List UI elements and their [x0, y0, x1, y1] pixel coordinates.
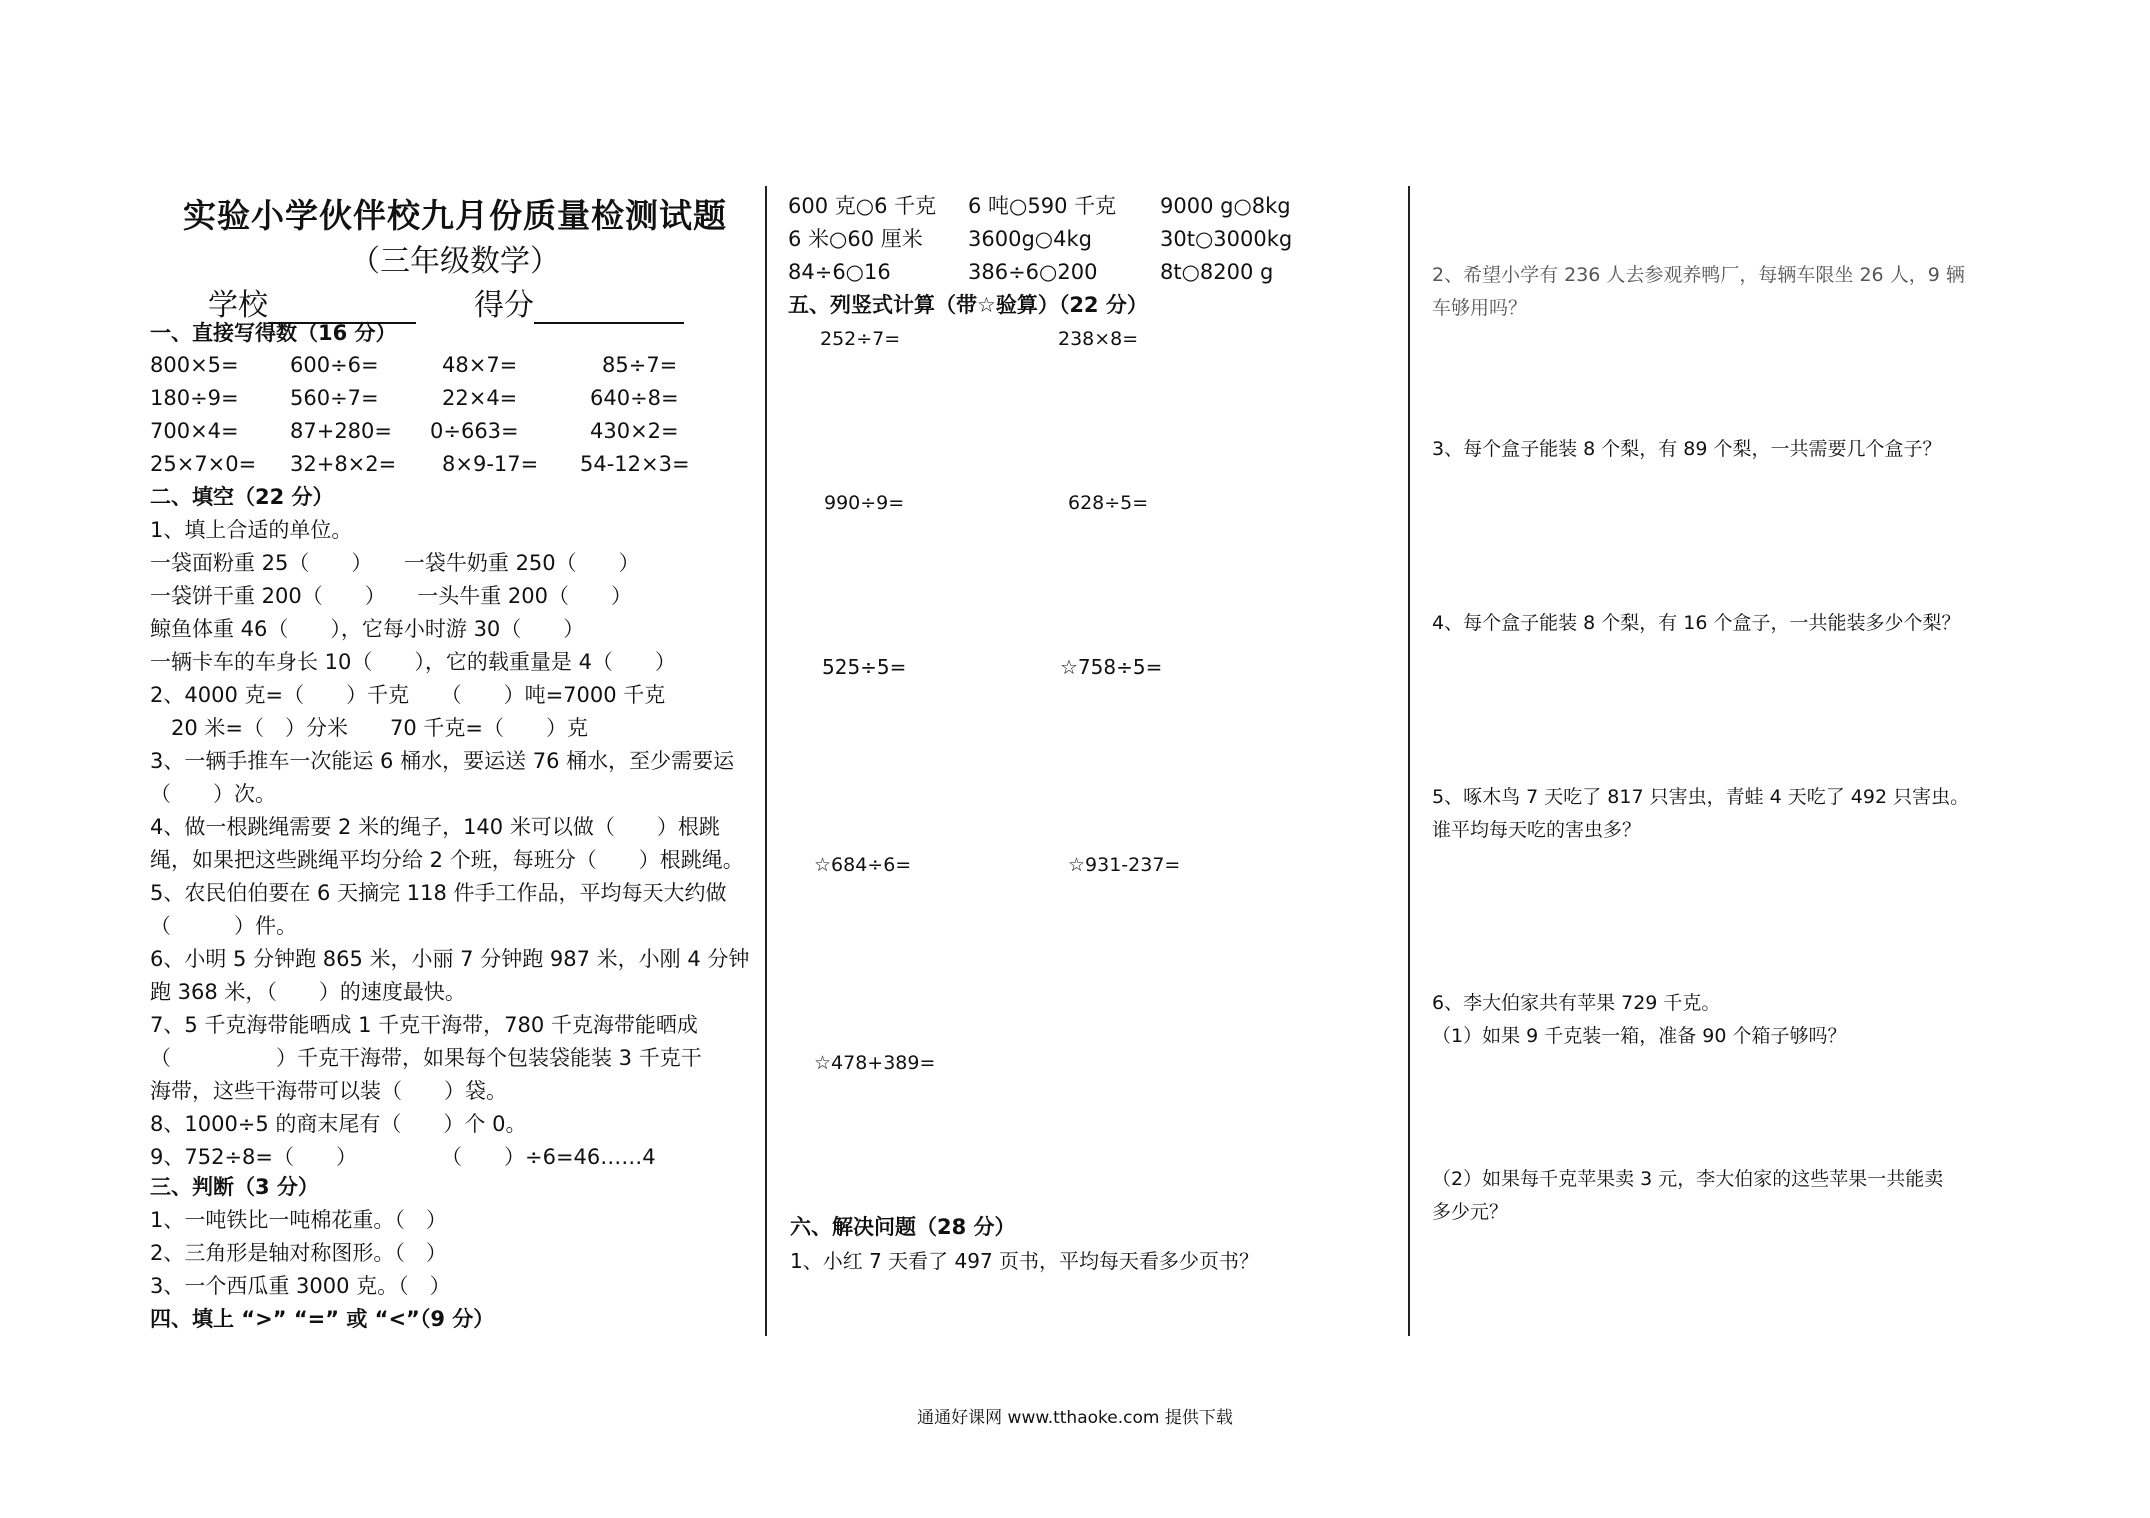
problem-6-1: （1）如果 9 千克装一箱，准备 90 个箱子够吗？	[1432, 1025, 1847, 1047]
fill-blank-line: 1、填上合适的单位。	[150, 518, 353, 542]
school-label: 学校	[208, 288, 268, 323]
exam-subtitle: （三年级数学）	[350, 244, 560, 279]
calc-item: 700×4=	[150, 419, 239, 443]
vertical-calc-item: 990÷9=	[824, 492, 905, 514]
section6-heading: 六、解决问题（28 分）	[790, 1215, 1016, 1239]
column-divider-left	[765, 186, 767, 1336]
vertical-calc-item: ☆931-237=	[1068, 854, 1181, 876]
compare-item: 6 米○60 厘米	[788, 227, 923, 251]
calc-item: 640÷8=	[590, 386, 679, 410]
calc-item: 800×5=	[150, 353, 239, 377]
compare-item: 9000 g○8kg	[1160, 194, 1291, 218]
fill-blank-line: 7、5 千克海带能晒成 1 千克干海带，780 千克海带能晒成	[150, 1013, 698, 1037]
fill-blank-line: 9、752÷8=（ ） （ ）÷6=46……4	[150, 1145, 656, 1169]
problem-4: 4、每个盒子能装 8 个梨，有 16 个盒子，一共能装多少个梨？	[1432, 612, 1961, 634]
section3-heading: 三、判断（3 分）	[150, 1175, 319, 1199]
calc-item: 85÷7=	[602, 353, 678, 377]
compare-item: 8t○8200 g	[1160, 260, 1274, 284]
calc-item: 87+280=	[290, 419, 392, 443]
fill-blank-line: 海带，这些干海带可以装（ ）袋。	[150, 1079, 507, 1103]
score-label: 得分	[474, 288, 534, 323]
calc-item: 600÷6=	[290, 353, 379, 377]
fill-blank-line: 8、1000÷5 的商末尾有（ ）个 0。	[150, 1112, 527, 1136]
fill-blank-line: 一辆卡车的车身长 10（ ），它的载重量是 4（ ）	[150, 650, 676, 674]
section4-heading: 四、填上 “>” “=” 或 “<”（9 分）	[150, 1307, 495, 1331]
problem-6-2-cont: 多少元？	[1432, 1201, 1509, 1223]
calc-item: 54-12×3=	[580, 452, 690, 476]
judge-item: 1、一吨铁比一吨棉花重。（ ）	[150, 1208, 447, 1232]
compare-item: 30t○3000kg	[1160, 227, 1293, 251]
calc-item: 0÷663=	[430, 419, 519, 443]
fill-blank-line: （ ）件。	[150, 914, 297, 938]
problem-3: 3、每个盒子能装 8 个梨，有 89 个梨，一共需要几个盒子？	[1432, 438, 1942, 460]
calc-item: 25×7×0=	[150, 452, 257, 476]
judge-item: 3、一个西瓜重 3000 克。（ ）	[150, 1274, 451, 1298]
section5-heading: 五、列竖式计算（带☆验算）（22 分）	[788, 293, 1148, 317]
compare-item: 6 吨○590 千克	[968, 194, 1117, 218]
calc-item: 560÷7=	[290, 386, 379, 410]
fill-blank-line: 20 米=（ ）分米 70 千克=（ ）克	[150, 716, 588, 740]
fill-blank-line: （ ）千克干海带，如果每个包装袋能装 3 千克干	[150, 1046, 702, 1070]
fill-blank-line: 4、做一根跳绳需要 2 米的绳子，140 米可以做（ ）根跳	[150, 815, 720, 839]
vertical-calc-item: 628÷5=	[1068, 492, 1149, 514]
fill-blank-line: 5、农民伯伯要在 6 天摘完 118 件手工作品，平均每天大约做	[150, 881, 727, 905]
fill-blank-line: （ ）次。	[150, 782, 276, 806]
calc-item: 430×2=	[590, 419, 679, 443]
compare-item: 386÷6○200	[968, 260, 1098, 284]
fill-blank-line: 一袋面粉重 25（ ） 一袋牛奶重 250（ ）	[150, 551, 640, 575]
vertical-calc-item: ☆684÷6=	[814, 854, 912, 876]
fill-blank-line: 2、4000 克=（ ）千克 （ ）吨=7000 千克	[150, 683, 666, 707]
fill-blank-line: 跑 368 米，（ ）的速度最快。	[150, 980, 466, 1004]
compare-item: 600 克○6 千克	[788, 194, 937, 218]
fill-blank-line: 6、小明 5 分钟跑 865 米，小丽 7 分钟跑 987 米，小刚 4 分钟	[150, 947, 750, 971]
vertical-calc-item: ☆478+389=	[814, 1052, 936, 1074]
fill-blank-line: 3、一辆手推车一次能运 6 桶水，要运送 76 桶水，至少需要运	[150, 749, 735, 773]
problem-5-cont: 谁平均每天吃的害虫多？	[1432, 819, 1642, 841]
fill-blank-line: 鲸鱼体重 46（ ），它每小时游 30（ ）	[150, 617, 585, 641]
section1-heading: 一、直接写得数（16 分）	[150, 321, 397, 345]
problem-5: 5、啄木鸟 7 天吃了 817 只害虫，青蛙 4 天吃了 492 只害虫。	[1432, 786, 1970, 808]
compare-item: 84÷6○16	[788, 260, 891, 284]
footer-credit: 通通好课网 www.tthaoke.com 提供下载	[917, 1408, 1233, 1428]
calc-item: 32+8×2=	[290, 452, 397, 476]
fill-blank-line: 绳，如果把这些跳绳平均分给 2 个班，每班分（ ）根跳绳。	[150, 848, 744, 872]
problem-2: 2、希望小学有 236 人去参观养鸭厂，每辆车限坐 26 人，9 辆	[1432, 264, 1965, 286]
compare-item: 3600g○4kg	[968, 227, 1092, 251]
score-field[interactable]	[474, 280, 684, 324]
problem-6-2: （2）如果每千克苹果卖 3 元，李大伯家的这些苹果一共能卖	[1432, 1168, 1944, 1190]
problem-1: 1、小红 7 天看了 497 页书，平均每天看多少页书？	[790, 1249, 1260, 1273]
vertical-calc-item: 525÷5=	[822, 655, 907, 679]
exam-title: 实验小学伙伴校九月份质量检测试题	[183, 196, 727, 235]
problem-2-cont: 车够用吗？	[1432, 297, 1528, 319]
score-blank[interactable]	[534, 294, 684, 324]
vertical-calc-item: ☆758÷5=	[1060, 655, 1163, 679]
section2-heading: 二、填空（22 分）	[150, 485, 334, 509]
calc-item: 22×4=	[442, 386, 518, 410]
fill-blank-line: 一袋饼干重 200（ ） 一头牛重 200（ ）	[150, 584, 633, 608]
judge-item: 2、三角形是轴对称图形。（ ）	[150, 1241, 447, 1265]
calc-item: 8×9-17=	[442, 452, 539, 476]
vertical-calc-item: 238×8=	[1058, 328, 1139, 350]
vertical-calc-item: 252÷7=	[820, 328, 901, 350]
column-divider-right	[1408, 186, 1410, 1336]
calc-item: 48×7=	[442, 353, 518, 377]
problem-6: 6、李大伯家共有苹果 729 千克。	[1432, 992, 1721, 1014]
calc-item: 180÷9=	[150, 386, 239, 410]
